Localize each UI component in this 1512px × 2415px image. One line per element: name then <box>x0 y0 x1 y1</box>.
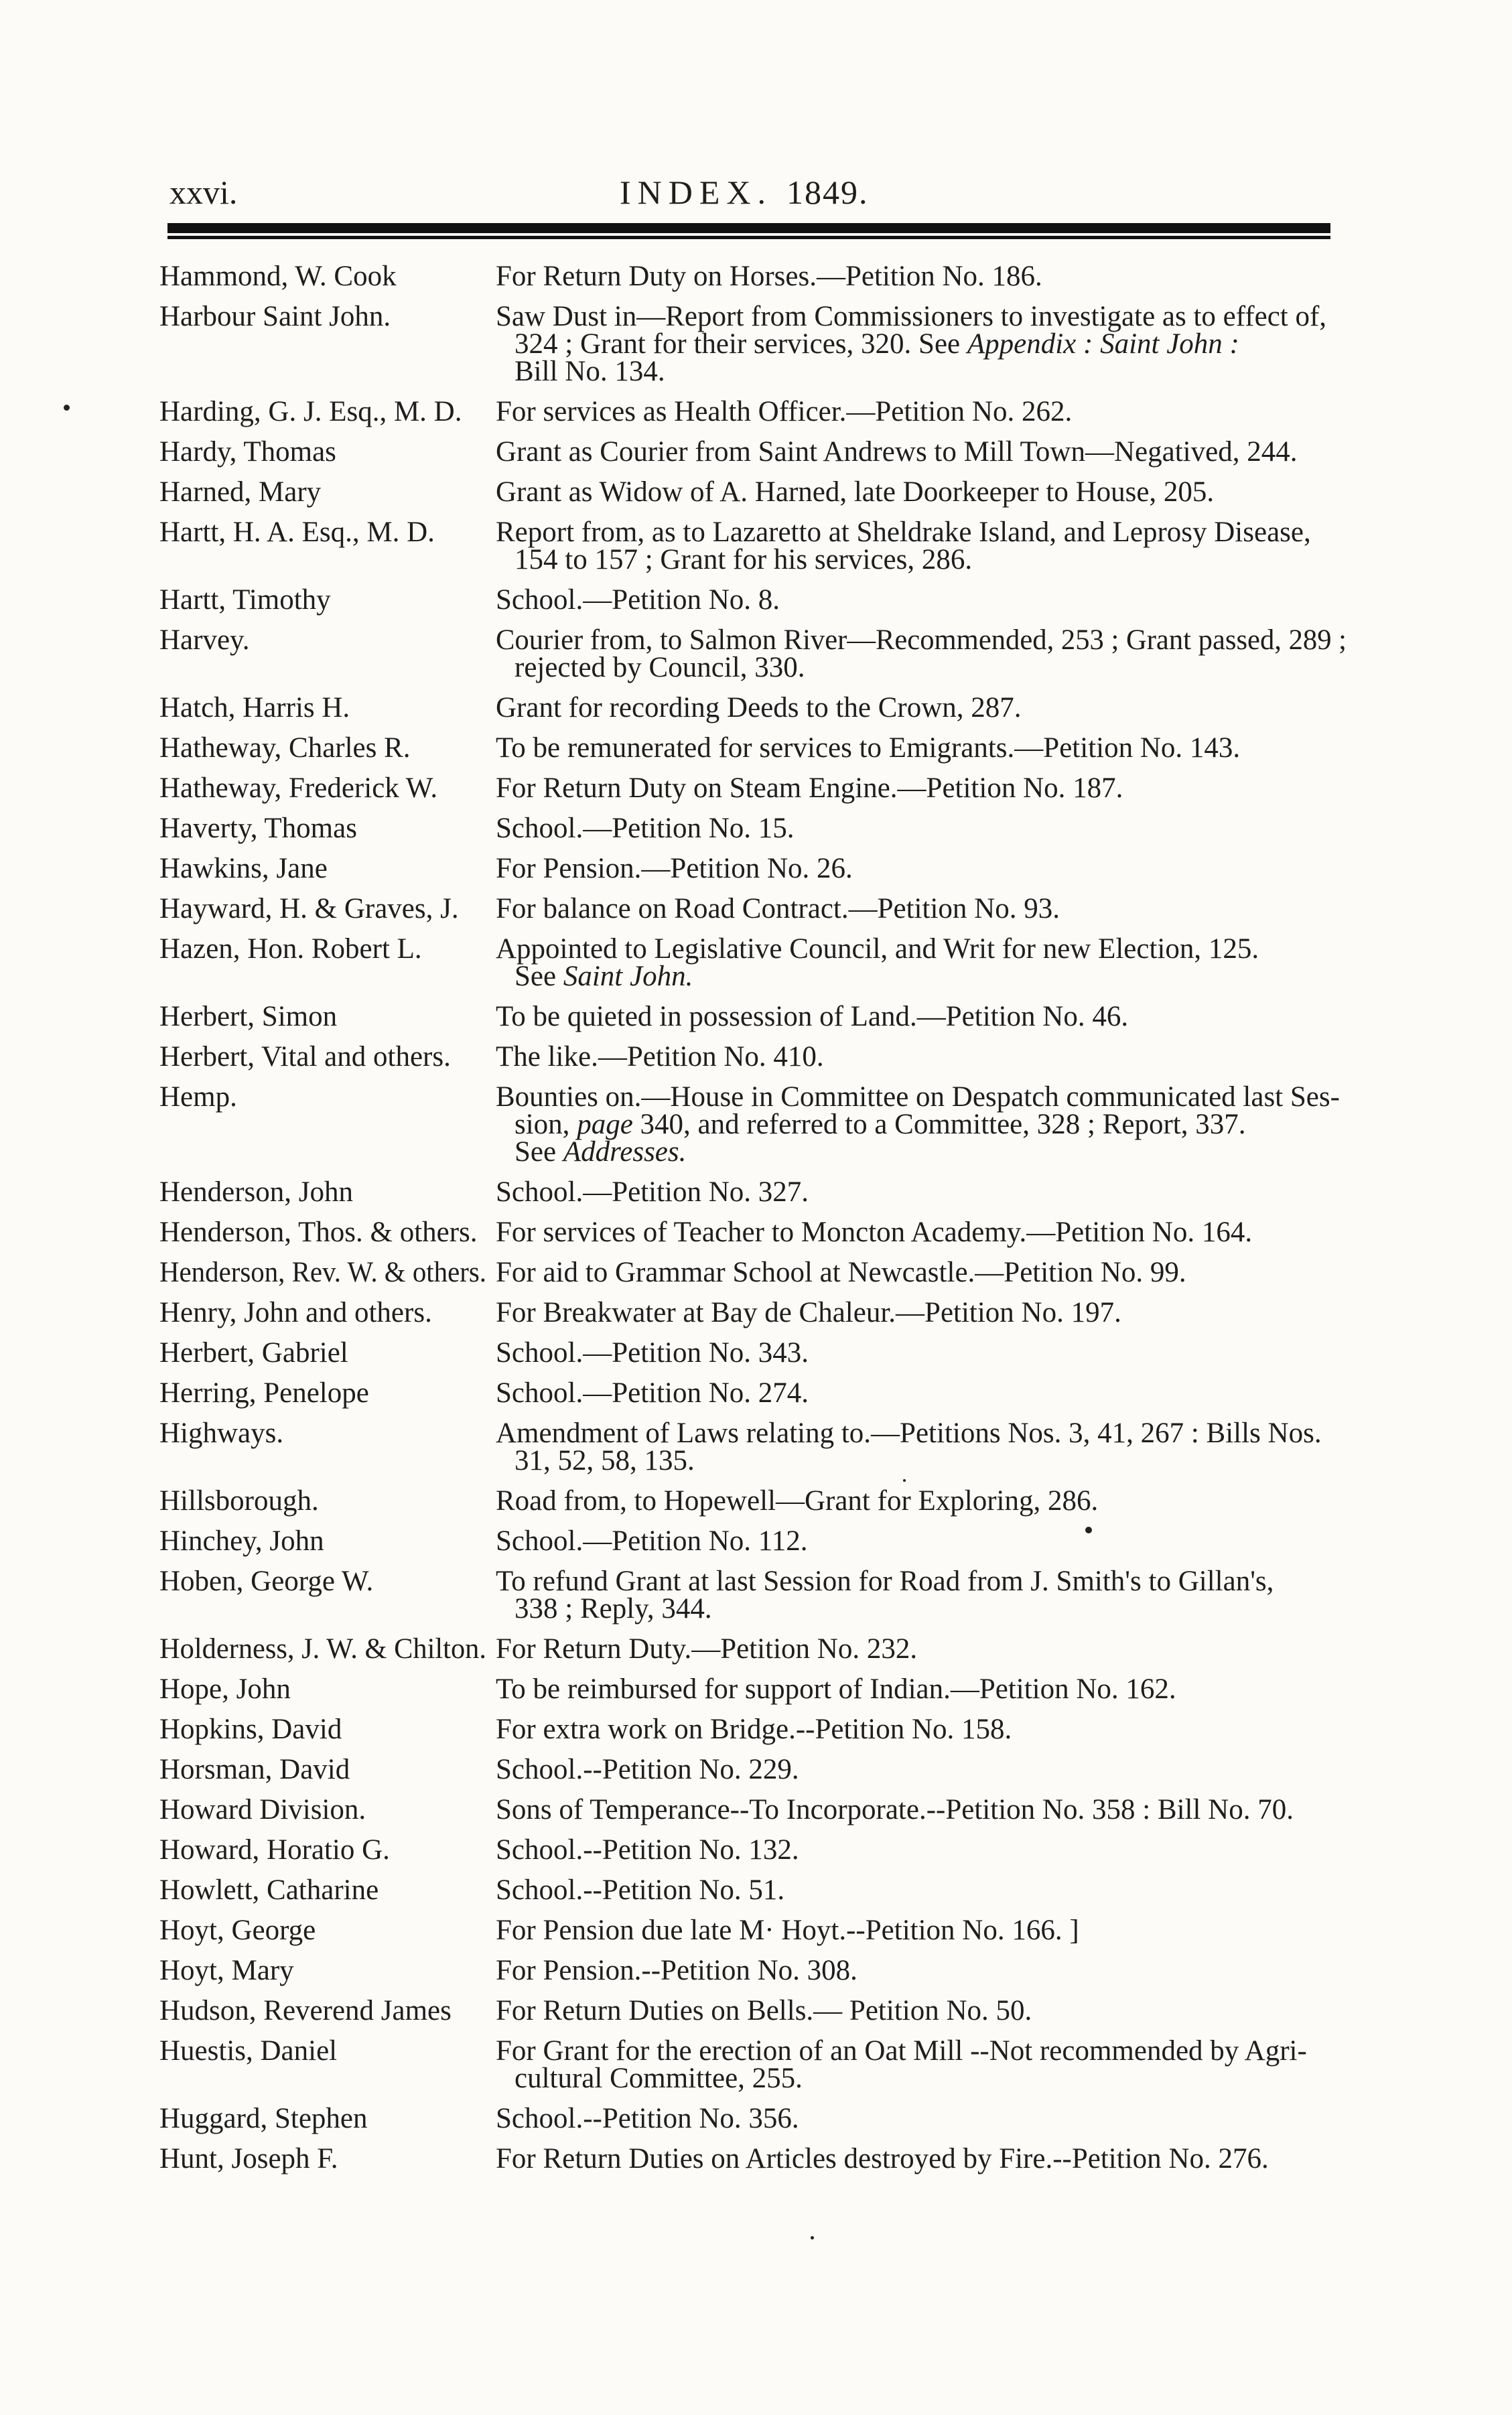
italic-reference: Saint John. <box>563 961 693 992</box>
entry-name: Hemp. <box>159 1081 237 1113</box>
description-line <box>496 1876 1347 1904</box>
entry-name: Hatch, Harris H. <box>159 692 350 723</box>
description-text: School.--Petition No. 132. <box>496 1834 799 1866</box>
entry-name-cell <box>159 815 486 842</box>
entry-description <box>496 1299 1347 1326</box>
description-line <box>496 478 1347 506</box>
description-line <box>496 1917 1347 1944</box>
entry-description <box>496 2143 1347 2175</box>
entry-description <box>496 734 1347 762</box>
entry-name: Hazen, Hon. Robert L. <box>159 933 422 965</box>
entry-description <box>496 1043 1347 1071</box>
description-text: Report from, as to Lazaretto at Sheldrake Island, and Leprosy Disease, <box>496 516 1311 548</box>
description-line <box>496 1178 1347 1206</box>
description-line <box>496 734 1347 762</box>
description-text <box>514 963 693 990</box>
entry-name-cell <box>159 774 486 802</box>
description-text: Saw Dust in—Report from Commissioners to investigate as to effect of, <box>496 301 1327 332</box>
description-line <box>496 855 1347 882</box>
index-entry <box>159 1675 1349 1703</box>
italic-reference: Appendix : Saint John : <box>967 328 1239 360</box>
description-line <box>496 1043 1347 1071</box>
index-entry <box>159 1083 1349 1166</box>
entry-name-cell <box>159 1957 486 1984</box>
description-text: To be reimbursed for support of Indian.—Petition No. 162. <box>496 1673 1176 1705</box>
entry-name: Harvey. <box>159 624 250 656</box>
index-entry <box>159 1568 1349 1623</box>
description-line <box>496 586 1347 614</box>
description-line <box>496 1003 1347 1030</box>
description-text: School.—Petition No. 343. <box>496 1337 809 1369</box>
entry-description <box>496 1083 1347 1166</box>
description-text: For balance on Road Contract.—Petition No. 93. <box>496 893 1060 924</box>
description-text: Bill No. 134. <box>514 356 665 387</box>
entry-name: Holderness, J. W. & Chilton. <box>159 1633 486 1665</box>
italic-reference: Addresses. <box>563 1136 687 1168</box>
entry-description <box>496 1796 1347 1823</box>
description-text: For Return Duties on Articles destroyed by Fire.--Petition No. 276. <box>496 2143 1269 2175</box>
description-text: Road from, to Hopewell—Grant for Exploring, 286. <box>496 1485 1099 1517</box>
index-entry <box>159 586 1349 614</box>
description-text: For Pension.—Petition No. 26. <box>496 853 853 884</box>
index-entry <box>159 1876 1349 1904</box>
description-text: To refund Grant at last Session for Road from J. Smith's to Gillan's, <box>496 1566 1274 1597</box>
entry-description <box>496 1219 1347 1246</box>
index-entry <box>159 1178 1349 1206</box>
entry-description <box>496 1178 1347 1206</box>
index-entry <box>159 815 1349 842</box>
header-rule-thin <box>167 236 1330 239</box>
entry-description <box>496 855 1347 882</box>
description-line <box>496 963 1347 990</box>
description-text: The like.—Petition No. 410. <box>496 1041 824 1073</box>
entry-name: Hoyt, Mary <box>159 1955 294 1986</box>
entry-name-cell <box>159 1259 486 1286</box>
description-segment: sion, <box>514 1109 577 1140</box>
entry-name-cell <box>159 478 486 506</box>
entry-name: Henry, John and others. <box>159 1297 432 1328</box>
entry-name-cell <box>159 1043 486 1071</box>
entry-description <box>496 2105 1347 2132</box>
description-text: School.—Petition No. 112. <box>496 1525 808 1557</box>
entry-description <box>496 1756 1347 1783</box>
description-line <box>496 263 1347 290</box>
entry-name-cell <box>159 1796 486 1823</box>
description-line <box>496 516 1347 548</box>
entry-name-cell <box>159 1675 486 1703</box>
description-line <box>496 1635 1347 1663</box>
description-line <box>496 1836 1347 1864</box>
description-line <box>496 1138 1347 1166</box>
entry-description <box>496 1420 1347 1474</box>
description-text: Bounties on.—House in Committee on Despatch communicated last Ses- <box>496 1081 1340 1113</box>
index-entry <box>159 855 1349 882</box>
description-text: For Return Duties on Bells.— Petition No. 50. <box>496 1995 1032 2026</box>
entry-description <box>496 935 1347 990</box>
index-entry <box>159 1339 1349 1367</box>
index-entry <box>159 626 1349 681</box>
entry-name-cell <box>159 1997 486 2024</box>
entry-name: Hayward, H. & Graves, J. <box>159 893 459 924</box>
description-text: School.--Petition No. 229. <box>496 1754 799 1785</box>
entry-description <box>496 438 1347 466</box>
description-line <box>496 815 1347 842</box>
entry-name: Herring, Penelope <box>159 1377 369 1409</box>
description-text: For extra work on Bridge.--Petition No. 158. <box>496 1714 1012 1745</box>
entry-description <box>496 1716 1347 1743</box>
description-text: 31, 52, 58, 135. <box>514 1445 695 1476</box>
entry-description <box>496 1568 1347 1623</box>
entry-name-cell <box>159 1568 486 1595</box>
description-line <box>496 398 1347 425</box>
entry-description <box>496 694 1347 721</box>
entry-name-cell <box>159 855 486 882</box>
entry-name-cell <box>159 1635 486 1663</box>
description-text: rejected by Council, 330. <box>514 652 805 683</box>
entry-name-cell <box>159 516 486 548</box>
description-line <box>496 1997 1347 2024</box>
index-entry <box>159 1259 1349 1286</box>
entry-name-cell <box>159 2143 486 2175</box>
entry-name: Howard, Horatio G. <box>159 1834 390 1866</box>
entry-name-cell <box>159 626 486 654</box>
index-entry <box>159 1043 1349 1071</box>
description-text: School.--Petition No. 51. <box>496 1874 785 1906</box>
description-text: For Pension due late M· Hoyt.--Petition No. 166. ] <box>496 1915 1079 1946</box>
description-text: For Breakwater at Bay de Chaleur.—Petition No. 197. <box>496 1297 1121 1328</box>
italic-reference: page <box>577 1109 633 1140</box>
entry-name-cell <box>159 1917 486 1944</box>
description-text: Grant as Courier from Saint Andrews to Mill Town—Negatived, 244. <box>496 436 1298 468</box>
entry-name: Harding, G. J. Esq., M. D. <box>159 396 462 427</box>
entry-name: Hatheway, Frederick W. <box>159 772 438 804</box>
index-entry <box>159 734 1349 762</box>
index-entry <box>159 895 1349 922</box>
entry-name: Hawkins, Jane <box>159 853 328 884</box>
description-text: For aid to Grammar School at Newcastle.—Petition No. 99. <box>496 1257 1186 1288</box>
entry-name: Harned, Mary <box>159 476 322 508</box>
entry-name: Hammond, W. Cook <box>159 261 397 292</box>
entry-description <box>496 774 1347 802</box>
description-line <box>496 935 1347 963</box>
entry-name: Herbert, Vital and others. <box>159 1041 451 1073</box>
index-entry <box>159 1299 1349 1326</box>
entry-name: Hopkins, David <box>159 1714 342 1745</box>
index-entry <box>159 1527 1349 1555</box>
description-text: 338 ; Reply, 344. <box>514 1593 712 1625</box>
description-segment: 340, and referred to a Committee, 328 ; Report, 337. <box>632 1109 1246 1140</box>
description-segment: See <box>514 961 563 992</box>
entry-name: Highways. <box>159 1418 284 1449</box>
index-entry <box>159 1997 1349 2024</box>
entry-name-cell <box>159 1876 486 1904</box>
description-text: Grant as Widow of A. Harned, late Doorkeeper to House, 205. <box>496 476 1215 508</box>
index-entry <box>159 2105 1349 2132</box>
description-text <box>514 330 1239 358</box>
entry-name-cell <box>159 398 486 425</box>
entry-name: Hillsborough. <box>159 1485 319 1517</box>
description-text: To be quieted in possession of Land.—Petition No. 46. <box>496 1001 1129 1032</box>
description-segment: 324 ; Grant for their services, 320. See <box>514 328 967 360</box>
description-text: For services as Health Officer.—Petition No. 262. <box>496 396 1073 427</box>
description-line <box>496 1339 1347 1367</box>
index-entry <box>159 1756 1349 1783</box>
entry-name-cell <box>159 303 486 330</box>
entry-description <box>496 1339 1347 1367</box>
description-line <box>496 654 1347 681</box>
index-entry <box>159 263 1349 290</box>
index-entry <box>159 1957 1349 1984</box>
description-line <box>496 2105 1347 2132</box>
entry-name-cell <box>159 1756 486 1783</box>
entry-description <box>496 586 1347 614</box>
description-text: School.—Petition No. 327. <box>496 1176 809 1208</box>
entry-description <box>496 2037 1347 2092</box>
entry-name-cell <box>159 1178 486 1206</box>
index-entry <box>159 1003 1349 1030</box>
entry-name-cell <box>159 1836 486 1864</box>
index-entry <box>159 2037 1349 2092</box>
entry-description <box>496 1917 1347 1944</box>
entry-name-cell <box>159 734 486 762</box>
entry-name: Huestis, Daniel <box>159 2035 338 2067</box>
entry-description <box>496 1379 1347 1407</box>
scan-speck <box>903 1479 906 1482</box>
description-line <box>496 1716 1347 1743</box>
entry-description <box>496 1487 1347 1515</box>
entry-name-cell <box>159 895 486 922</box>
entry-name-cell <box>159 2037 486 2065</box>
entry-description <box>496 263 1347 290</box>
scan-speck <box>1085 1527 1092 1533</box>
entry-name-cell <box>159 1219 486 1246</box>
entry-description <box>496 1876 1347 1904</box>
index-entry <box>159 516 1349 575</box>
page-year: 1849. <box>786 174 869 211</box>
entry-name-cell <box>159 438 486 466</box>
entry-name-cell <box>159 1527 486 1555</box>
description-text: Appointed to Legislative Council, and Writ for new Election, 125. <box>496 933 1259 965</box>
description-line <box>496 1957 1347 1984</box>
entry-description <box>496 1003 1347 1030</box>
description-segment: See <box>514 1136 563 1168</box>
entry-description <box>496 1957 1347 1984</box>
description-text: School.—Petition No. 274. <box>496 1377 809 1409</box>
entry-description <box>496 626 1347 681</box>
entry-name: Howlett, Catharine <box>159 1874 379 1906</box>
entry-name: Herbert, Simon <box>159 1001 338 1032</box>
description-text: Sons of Temperance--To Incorporate.--Petition No. 358 : Bill No. 70. <box>496 1794 1294 1825</box>
entry-name: Hudson, Reverend James <box>159 1995 452 2026</box>
entry-description <box>496 516 1347 575</box>
entry-name-cell <box>159 1379 486 1407</box>
entry-name: Hartt, Timothy <box>159 584 331 616</box>
index-entry <box>159 1219 1349 1246</box>
entry-name: Huggard, Stephen <box>159 2103 368 2134</box>
description-line <box>496 774 1347 802</box>
entry-name-cell <box>159 935 486 963</box>
index-entry <box>159 1796 1349 1823</box>
scan-speck <box>811 2236 814 2239</box>
index-entry <box>159 438 1349 466</box>
entry-name: Howard Division. <box>159 1794 366 1825</box>
index-entry <box>159 1716 1349 1743</box>
scan-speck <box>64 405 70 411</box>
description-text <box>514 1138 686 1166</box>
entry-name-cell <box>159 1003 486 1030</box>
description-text: For Return Duty.—Petition No. 232. <box>496 1633 918 1665</box>
index-entry <box>159 478 1349 506</box>
description-line <box>496 1219 1347 1246</box>
index-entries-list <box>159 263 1349 2185</box>
description-line <box>496 358 1347 385</box>
entry-description <box>496 1997 1347 2024</box>
index-entry <box>159 1379 1349 1407</box>
index-entry <box>159 774 1349 802</box>
entry-name: Haverty, Thomas <box>159 813 357 844</box>
index-entry <box>159 1635 1349 1663</box>
entry-name: Henderson, Thos. & others. <box>159 1217 478 1248</box>
entry-name-cell <box>159 2105 486 2132</box>
entry-name-cell <box>159 586 486 614</box>
description-text: To be remunerated for services to Emigrants.—Petition No. 143. <box>496 732 1241 764</box>
entry-name-cell <box>159 1083 486 1111</box>
index-entry <box>159 1487 1349 1515</box>
entry-name: Herbert, Gabriel <box>159 1337 348 1369</box>
description-text: 154 to 157 ; Grant for his services, 286. <box>514 544 973 575</box>
entry-name-cell <box>159 1487 486 1515</box>
entry-description <box>496 895 1347 922</box>
description-line <box>496 1447 1347 1474</box>
entry-name: Hinchey, John <box>159 1525 324 1557</box>
description-line <box>496 1487 1347 1515</box>
entry-description <box>496 1675 1347 1703</box>
description-text: For Return Duty on Horses.—Petition No. 186. <box>496 261 1042 292</box>
description-line <box>496 1259 1347 1286</box>
page-title: INDEX. <box>620 174 773 211</box>
description-line <box>496 1527 1347 1555</box>
entry-name-cell <box>159 1420 486 1447</box>
description-line <box>496 330 1347 358</box>
description-line <box>496 2065 1347 2092</box>
entry-name-cell <box>159 1716 486 1743</box>
index-entry <box>159 398 1349 425</box>
entry-name: Hoyt, George <box>159 1915 316 1946</box>
index-entry <box>159 2143 1349 2175</box>
entry-description <box>496 1836 1347 1864</box>
entry-name: Hardy, Thomas <box>159 436 336 468</box>
entry-name: Hope, John <box>159 1673 291 1705</box>
description-line <box>496 1756 1347 1783</box>
page-number: xxvi. <box>169 174 238 211</box>
description-line <box>496 1796 1347 1823</box>
entry-name-cell <box>159 1339 486 1367</box>
entry-name: Hartt, H. A. Esq., M. D. <box>159 516 435 548</box>
index-entry <box>159 1917 1349 1944</box>
header-rule-thick <box>167 223 1330 233</box>
description-line <box>496 1420 1347 1447</box>
description-text: For Grant for the erection of an Oat Mill --Not recommended by Agri- <box>496 2035 1307 2067</box>
description-text <box>514 1111 1246 1138</box>
description-text: Courier from, to Salmon River—Recommended, 253 ; Grant passed, 289 ; <box>496 624 1347 656</box>
description-line <box>496 1595 1347 1623</box>
description-text: For Pension.--Petition No. 308. <box>496 1955 857 1986</box>
entry-name: Henderson, John <box>159 1176 354 1208</box>
description-line <box>496 694 1347 721</box>
entry-description <box>496 1259 1347 1286</box>
index-entry <box>159 1836 1349 1864</box>
description-text: For Return Duty on Steam Engine.—Petition No. 187. <box>496 772 1123 804</box>
entry-description <box>496 303 1347 385</box>
entry-name-cell <box>159 694 486 721</box>
entry-name: Hatheway, Charles R. <box>159 732 411 764</box>
description-line <box>496 895 1347 922</box>
entry-name: Harbour Saint John. <box>159 301 391 332</box>
entry-description <box>496 398 1347 425</box>
entry-name: Horsman, David <box>159 1754 350 1785</box>
index-entry <box>159 694 1349 721</box>
description-text: Amendment of Laws relating to.—Petitions Nos. 3, 41, 267 : Bills Nos. <box>496 1418 1322 1449</box>
description-text: For services of Teacher to Moncton Academy.—Petition No. 164. <box>496 1217 1253 1248</box>
entry-name-cell <box>159 1299 486 1326</box>
description-line <box>496 438 1347 466</box>
entry-name-cell <box>159 263 486 290</box>
description-text: cultural Committee, 255. <box>514 2063 803 2094</box>
entry-name: Hunt, Joseph F. <box>159 2143 338 2175</box>
entry-description <box>496 1635 1347 1663</box>
description-line <box>496 2143 1347 2175</box>
description-text: School.—Petition No. 8. <box>496 584 780 616</box>
entry-description <box>496 478 1347 506</box>
description-line <box>496 1675 1347 1703</box>
index-entry <box>159 1420 1349 1474</box>
index-entry <box>159 303 1349 385</box>
description-line <box>496 303 1347 330</box>
description-line <box>496 2037 1347 2065</box>
description-line <box>496 1083 1347 1111</box>
index-entry <box>159 935 1349 990</box>
description-line <box>496 1568 1347 1595</box>
description-line <box>496 1299 1347 1326</box>
description-line <box>496 1379 1347 1407</box>
description-line <box>496 546 1347 573</box>
description-text: Grant for recording Deeds to the Crown, 287. <box>496 692 1022 723</box>
description-line <box>496 1111 1347 1138</box>
description-line <box>496 626 1347 654</box>
description-text: School.—Petition No. 15. <box>496 813 795 844</box>
entry-name: Hoben, George W. <box>159 1566 374 1597</box>
entry-description <box>496 815 1347 842</box>
entry-description <box>496 1527 1347 1555</box>
description-text: School.--Petition No. 356. <box>496 2103 799 2134</box>
entry-name: Henderson, Rev. W. & others. <box>159 1257 486 1288</box>
